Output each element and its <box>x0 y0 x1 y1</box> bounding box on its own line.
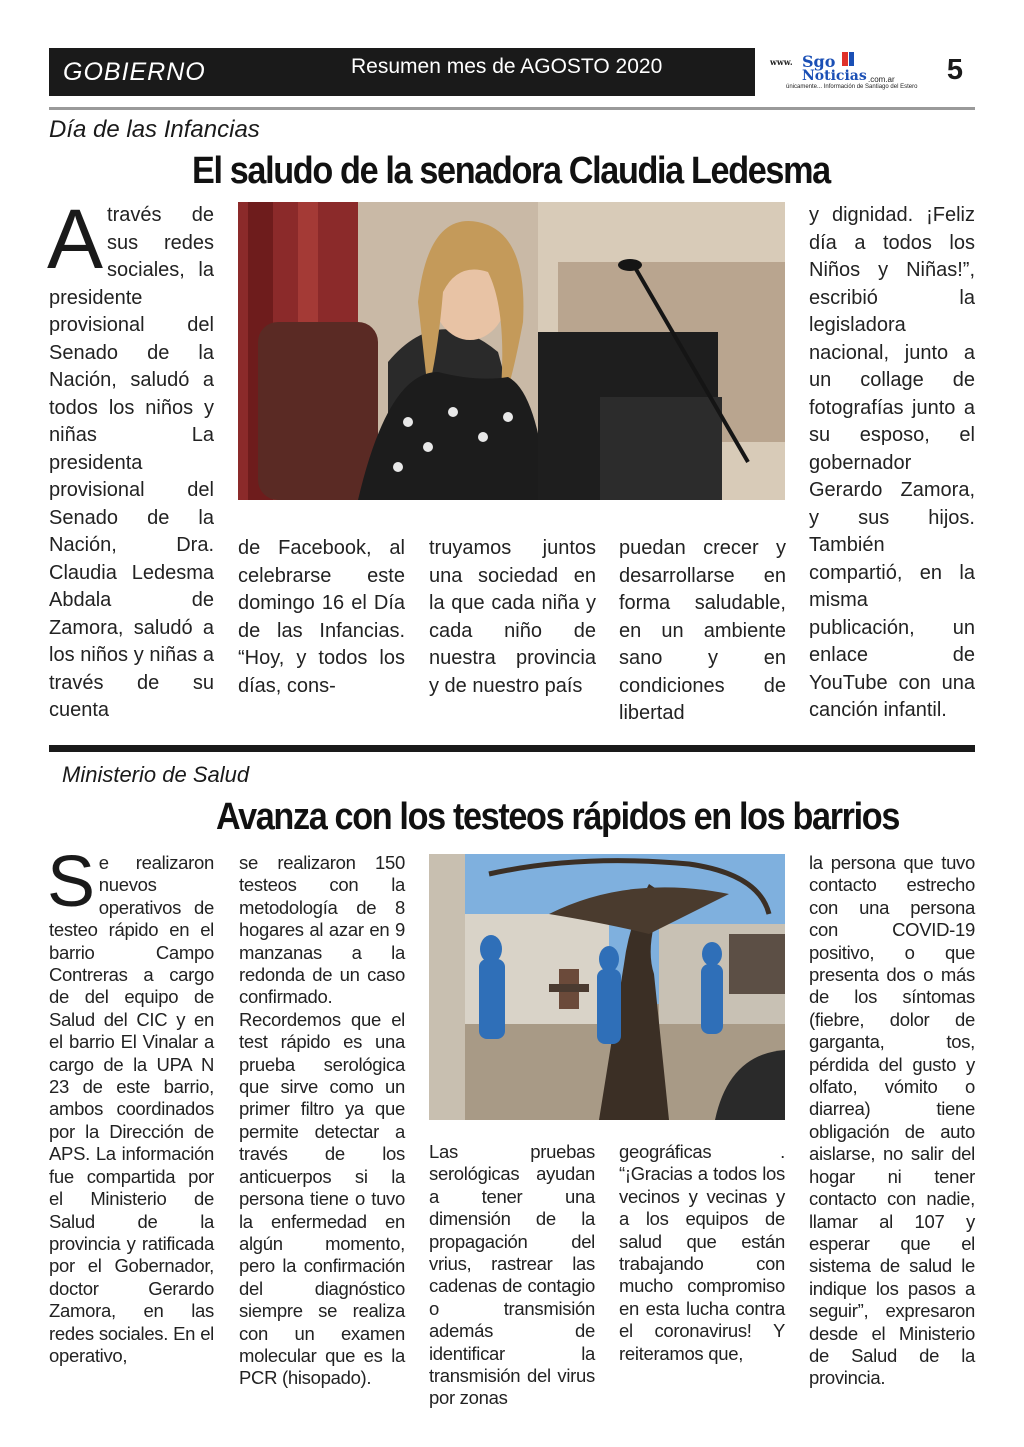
testing-operation-photo-image <box>429 854 785 1120</box>
article1-column-2: de Facebook, al celebrarse este domingo 16 el Día de las Infancias. “Hoy, y todos los días, cons- <box>238 537 405 697</box>
article1-column-1-text: través de sus redes sociales, la presidente provisional del Senado de la Nación, saludó a todos los niños y niñas La presidenta provisional del Senado de la Nación, Dra. Claudia Ledesma Abdala de Zamora, saludó a los niños y niñas a través de su cuenta <box>49 204 214 721</box>
article1-column-4: puedan crecer y desarrollarse en forma saludable, en un ambiente sano y en condiciones de libertad <box>619 537 786 724</box>
header-rule <box>49 107 975 110</box>
article2-column-2: se realizaron 150 testeos con la metodología de 8 hogares al azar en 9 manzanas a la redonda de un caso confirmado. Recordemos que el test rápido es una prueba serológica que sirve como un primer filtro ya que permite detectar a través de los anticuerpos si la persona tiene o tuvo la enfermedad en algún momento, pero la confirmación del diagnóstico siempre se realiza con un examen molecular que es la PCR (hisopado). <box>239 852 405 1389</box>
article2-dropcap: S <box>47 842 95 922</box>
article1-dropcap: A <box>47 192 104 286</box>
article2-column-5: la persona que tuvo contacto estrecho con una persona con COVID-19 positivo, o que presenta dos o más de los síntomas (fiebre, dolor de garganta, tos, pérdida del gusto y olfato, vómito o diarrea) tiene obligación de auto aislarse, no salir del hogar ni tener contacto con nadie, llamar al 107 y esperar que el sistema de salud le indique los pasos a seguir”, expresaron desde el Ministerio de Salud de la provincia. <box>809 852 975 1389</box>
article-divider <box>49 745 975 752</box>
article2-kicker: Ministerio de Salud <box>62 762 250 787</box>
article1-kicker: Día de las Infancias <box>49 116 260 143</box>
logo-tagline: únicamente... Información de Santiago del Estero <box>786 84 918 90</box>
article1-column-5: y dignidad. ¡Feliz día a todos los Niños y Niñas!”, escribió la legisladora nacional, junto a un collage de fotografías junto a su esposo, el gobernador Gerardo Zamora, y sus hijos. También compartió, en la misma publicación, un enlace de YouTube con una canción infantil. <box>809 204 975 721</box>
article2-column-1-text: e realizaron nuevos operativos de testeo rápido en el barrio Campo Contreras a cargo de del equipo de Salud del CIC y en el barrio El Vinalar a cargo de la UPA N 23 de este barrio, ambos coordinados por la Dirección de APS. La información fue compartida por el Ministerio de Salud de la provincia y ratificada por el Gobernador, doctor Gerardo Zamora, en las redes sociales. En el operativo, <box>49 852 214 1366</box>
article1-headline: El saludo de la senadora Claudia Ledesma <box>192 150 830 192</box>
page-number: 5 <box>946 54 964 86</box>
logo-brand-top: Sgo <box>802 52 836 71</box>
article2-column-1 <box>47 842 214 1367</box>
article2-column-3: Las pruebas serológicas ayudan a tener una dimensión de la propagación del vrius, rastrear las cadenas de contagio o transmisión además de identificar la transmisión del virus por zonas <box>429 1141 595 1409</box>
article2-column-4: geográficas . “¡Gracias a todos los vecinos y vecinas y a los equipos de salud que están trabajando con mucho compromiso en esta lucha contra el coronavirus! Y reiteramos que, <box>619 1141 785 1364</box>
senator-photo <box>238 202 785 500</box>
issue-title: Resumen mes de AGOSTO 2020 <box>351 55 663 78</box>
article1-column-1 <box>47 192 214 725</box>
testing-operation-photo <box>429 854 785 1120</box>
logo-domain: .com.ar <box>868 75 895 84</box>
section-header-bar <box>49 48 755 96</box>
senator-photo-image <box>238 202 785 500</box>
publication-logo <box>764 48 918 96</box>
logo-brand-bottom: Noticias <box>802 68 867 84</box>
logo-www: www. <box>770 57 793 67</box>
logo-mark-red <box>842 52 848 66</box>
section-name: GOBIERNO <box>63 58 206 86</box>
logo-mark-blue <box>849 52 854 66</box>
article2-headline: Avanza con los testeos rápidos en los barrios <box>216 796 900 838</box>
article1-column-3: truyamos juntos una sociedad en la que cada niña y cada niño de nuestra provincia y de nuestro país <box>429 537 596 697</box>
